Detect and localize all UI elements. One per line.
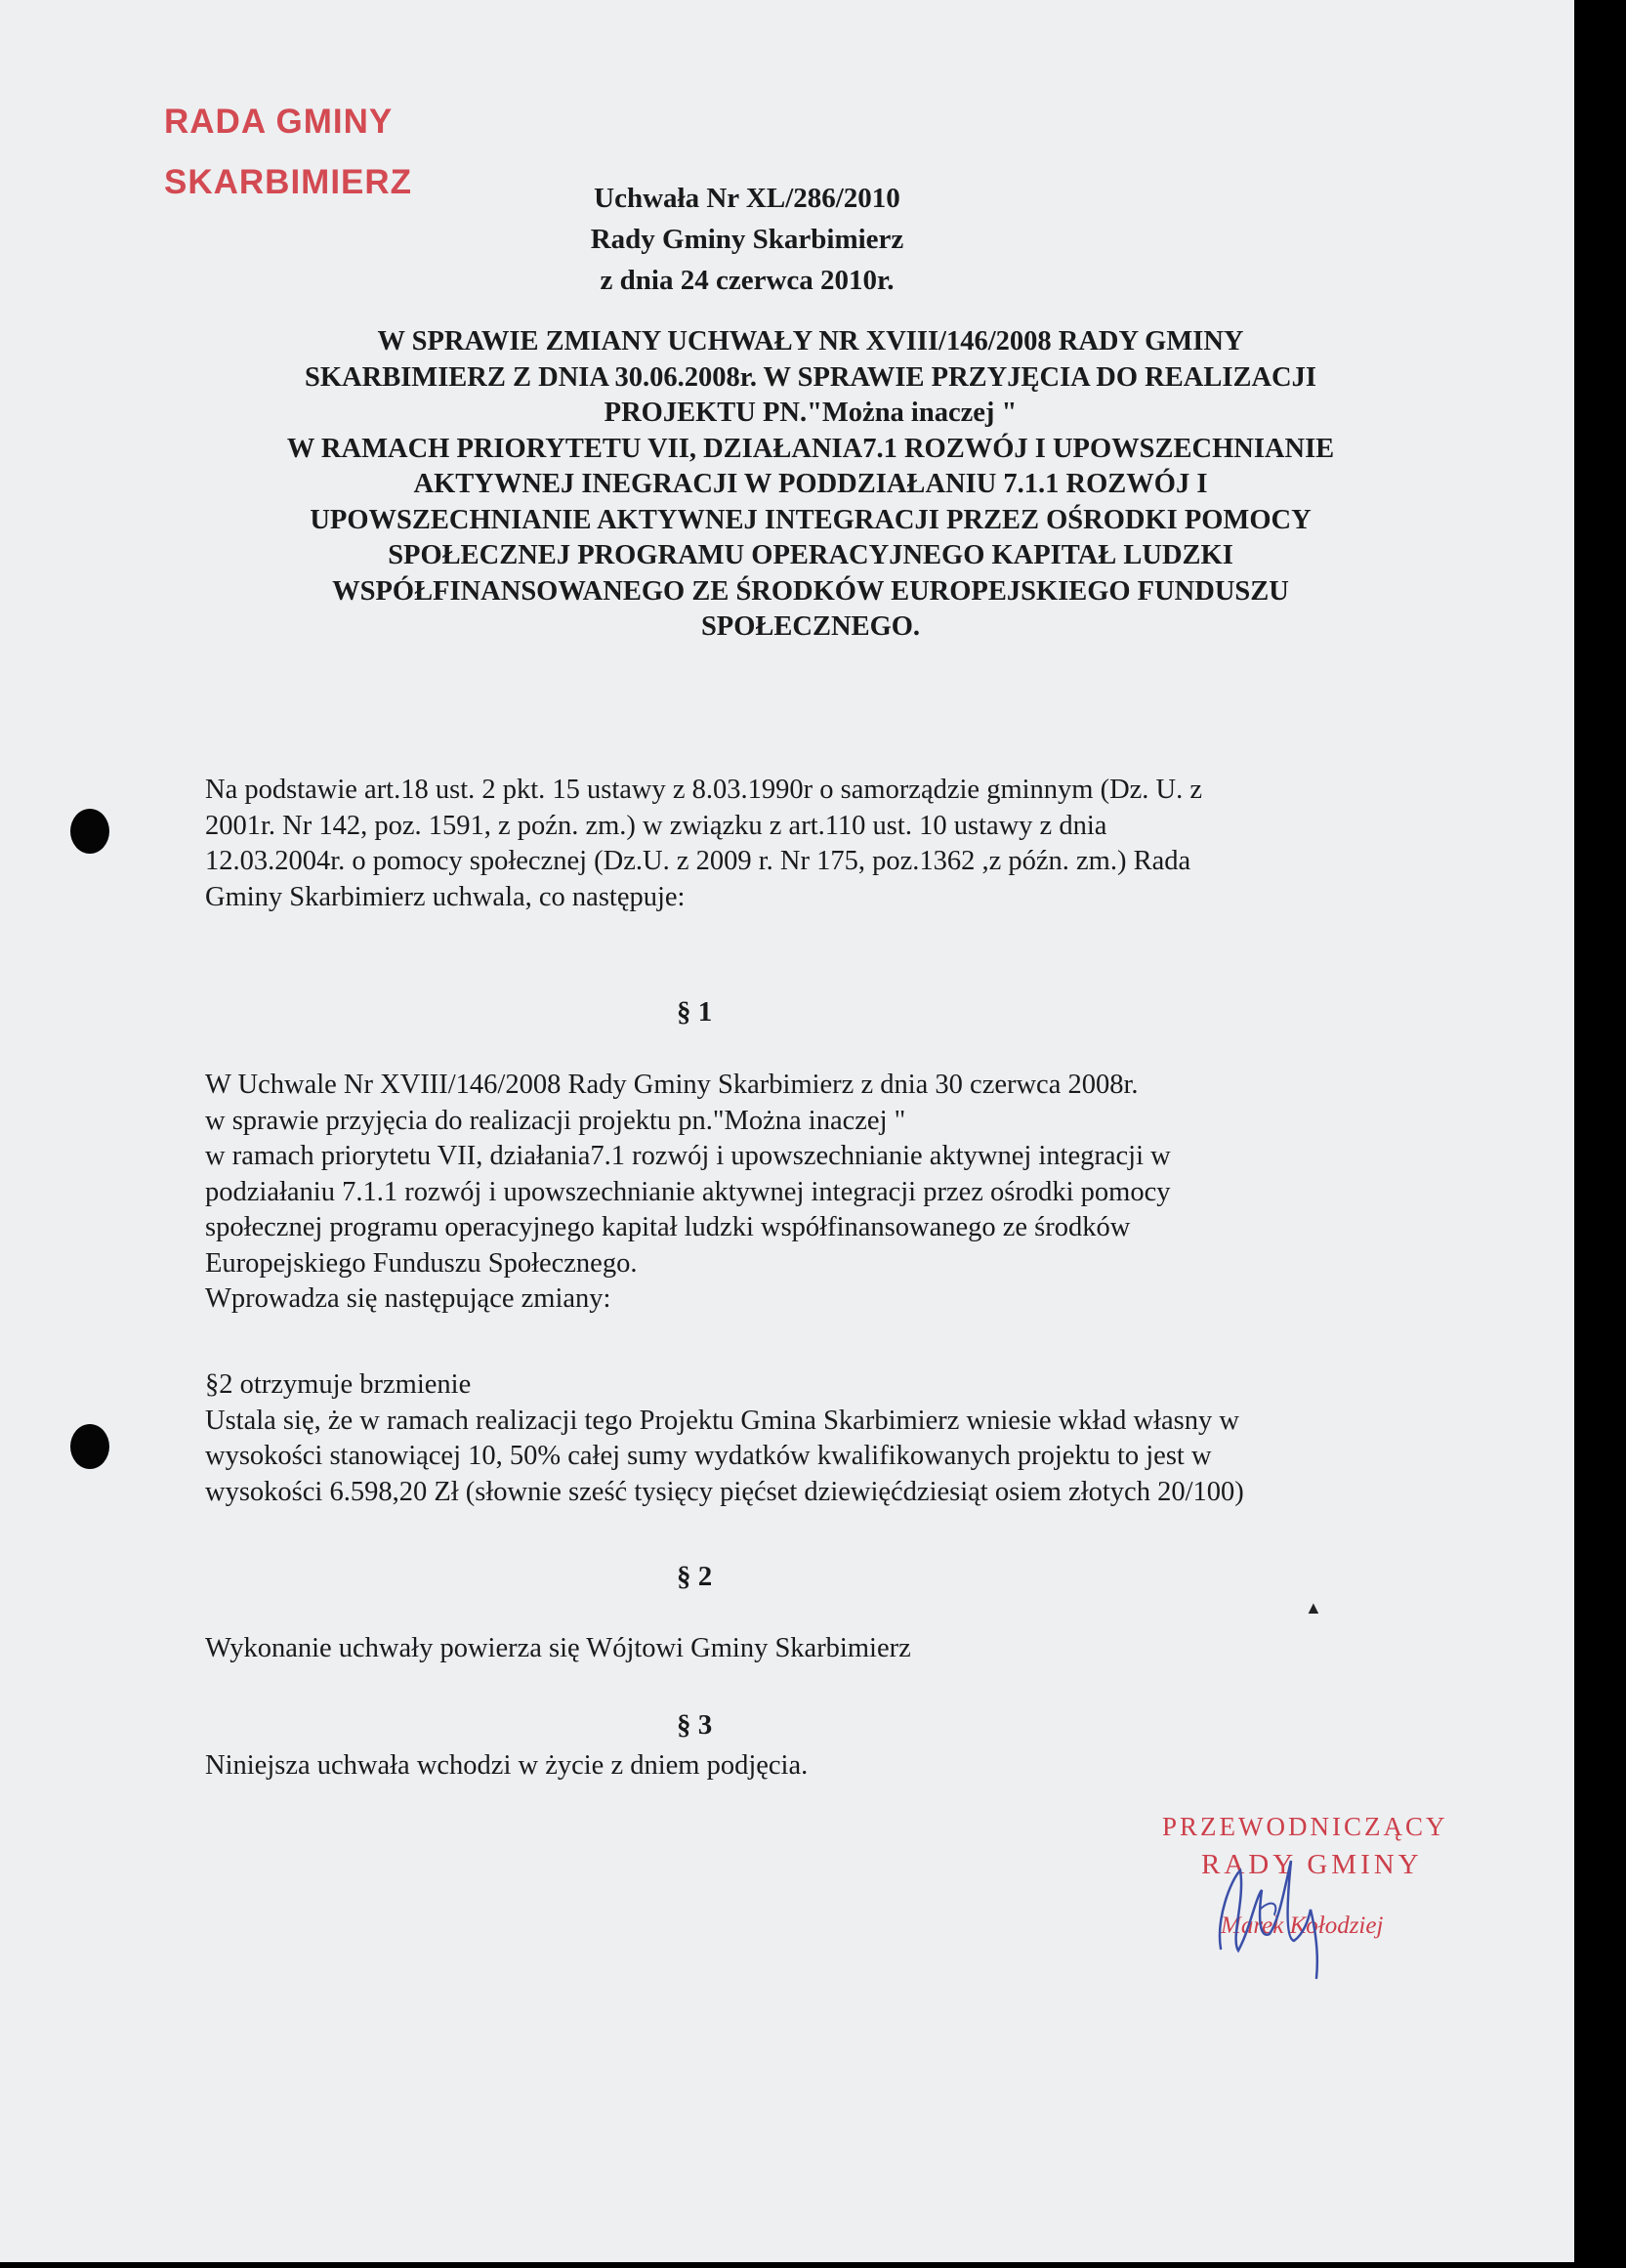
section-1-heading: § 1 <box>677 996 713 1028</box>
subject-line: AKTYWNEJ INEGRACJI W PODDZIAŁANIU 7.1.1 ROZWÓJ I <box>413 469 1208 499</box>
basis-line: Gminy Skarbimierz uchwala, co następuje: <box>205 881 686 912</box>
amendment-line: §2 otrzymuje brzmienie <box>205 1369 472 1400</box>
section-2-heading: § 2 <box>677 1561 713 1592</box>
subject-line: UPOWSZECHNIANIE AKTYWNEJ INTEGRACJI PRZEZ OŚRODKI POMOCY <box>310 504 1312 535</box>
punch-hole-upper <box>70 809 109 854</box>
resolution-issuer: Rady Gminy Skarbimierz <box>590 224 904 255</box>
amendment-line: wysokości 6.598,20 Zł (słownie sześć tysięcy pięćset dziewięćdziesiąt osiem złotych 20/100) <box>205 1476 1244 1507</box>
handwritten-signature <box>1201 1841 1357 1988</box>
resolution-subject <box>176 324 1445 646</box>
stamp-line-1: RADA GMINY <box>164 103 394 141</box>
section-1-line: w ramach priorytetu VII, działania7.1 rozwój i upowszechnianie aktywnej integracji w <box>205 1141 1171 1171</box>
amendment-line: Ustala się, że w ramach realizacji tego Projektu Gmina Skarbimierz wniesie wkład własny w <box>205 1405 1239 1436</box>
subject-line: PROJEKTU PN."Można inaczej " <box>604 398 1018 428</box>
subject-line: WSPÓŁFINANSOWANEGO ZE ŚRODKÓW EUROPEJSKIEGO FUNDUSZU <box>332 575 1289 607</box>
section-1-line: społecznej programu operacyjnego kapitał ludzki współfinansowanego ze środków <box>205 1212 1131 1242</box>
resolution-title <box>527 178 967 301</box>
chairman-stamp-council: RADY GMINY <box>1201 1849 1423 1880</box>
council-stamp <box>164 92 412 213</box>
section-1-line: Europejskiego Funduszu Społecznego. <box>205 1247 638 1279</box>
punch-hole-lower <box>70 1424 109 1469</box>
subject-line: SPOŁECZNEGO. <box>700 611 921 642</box>
section-2-text: Wykonanie uchwały powierza się Wójtowi Gminy Skarbimierz <box>205 1633 911 1663</box>
section-1-line: w sprawie przyjęcia do realizacji projektu pn."Można inaczej " <box>205 1105 906 1136</box>
chairman-stamp-title: PRZEWODNICZĄCY <box>1162 1812 1448 1841</box>
section-1-body <box>205 1068 1171 1318</box>
basis-line: Na podstawie art.18 ust. 2 pkt. 15 ustawy z 8.03.1990r o samorządzie gminnym (Dz. U. z <box>205 775 1203 805</box>
section-1-line: podziałaniu 7.1.1 rozwój i upowszechnianie aktywnej integracji przez ośrodki pomocy <box>205 1176 1171 1207</box>
resolution-number: Uchwała Nr XL/286/2010 <box>594 183 900 214</box>
section-1-line: W Uchwale Nr XVIII/146/2008 Rady Gminy Skarbimierz z dnia 30 czerwca 2008r. <box>205 1070 1139 1100</box>
section-2-body <box>205 1631 911 1667</box>
ink-speck: ▲ <box>1305 1598 1322 1617</box>
legal-basis-paragraph <box>205 773 1202 915</box>
section-3-text: Niniejsza uchwała wchodzi w życie z dniem podjęcia. <box>205 1750 809 1781</box>
subject-line: SPOŁECZNEJ PROGRAMU OPERACYJNEGO KAPITAŁ LUDZKI <box>388 540 1233 570</box>
subject-line: SKARBIMIERZ Z DNIA 30.06.2008r. W SPRAWIE PRZYJĘCIA DO REALIZACJI <box>305 361 1316 393</box>
basis-line: 12.03.2004r. o pomocy społecznej (Dz.U. z 2009 r. Nr 175, poz.1362 ,z późn. zm.) Rada <box>205 846 1191 876</box>
stamp-line-2: SKARBIMIERZ <box>164 163 413 201</box>
section-3-body <box>205 1748 808 1785</box>
amendment-line: wysokości stanowiącej 10, 50% całej sumy wydatków kwalifikowanych projektu to jest w <box>205 1441 1212 1471</box>
section-3-heading: § 3 <box>677 1709 713 1741</box>
subject-line: W RAMACH PRIORYTETU VII, DZIAŁANIA7.1 ROZWÓJ I UPOWSZECHNIANIE <box>286 433 1335 464</box>
chairman-stamp <box>1143 1812 1484 2007</box>
basis-line: 2001r. Nr 142, poz. 1591, z poźn. zm.) w związku z art.110 ust. 10 ustawy z dnia <box>205 810 1107 841</box>
amendment-paragraph <box>205 1367 1244 1510</box>
section-1-line: Wprowadza się następujące zmiany: <box>205 1283 611 1314</box>
subject-line: W SPRAWIE ZMIANY UCHWAŁY NR XVIII/146/2008 RADY GMINY <box>377 326 1244 357</box>
chairman-stamp-name: Marek Kołodziej <box>1221 1912 1384 1939</box>
resolution-date: z dnia 24 czerwca 2010r. <box>600 265 895 296</box>
